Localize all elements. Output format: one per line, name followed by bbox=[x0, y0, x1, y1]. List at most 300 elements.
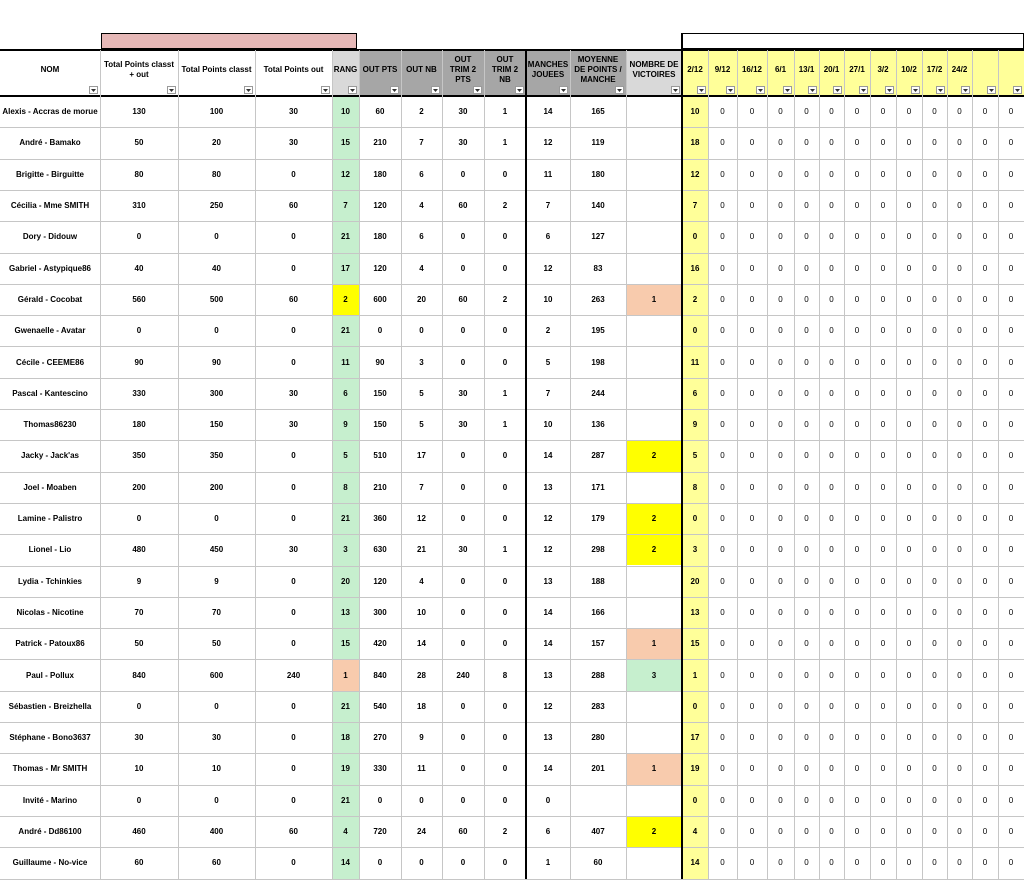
cell-nom: Thomas - Mr SMITH bbox=[12, 764, 88, 774]
cell-date-value: 0 bbox=[778, 294, 783, 304]
cell-date-value: 0 bbox=[854, 451, 860, 461]
cell-date-value: 0 bbox=[692, 326, 698, 336]
cell-otp: 0 bbox=[460, 514, 466, 524]
cell-date-value: 0 bbox=[854, 294, 860, 304]
cell-mj: 12 bbox=[543, 701, 553, 711]
date-header: 16/12 bbox=[741, 65, 763, 74]
filter-button-date[interactable] bbox=[783, 86, 792, 94]
cell-date-value: 0 bbox=[749, 576, 755, 586]
cell-date-value: 0 bbox=[932, 482, 937, 492]
cell-date-value: 0 bbox=[957, 107, 962, 117]
cell-date-value: 0 bbox=[957, 357, 962, 367]
cell-tco: 310 bbox=[132, 201, 146, 211]
cell-tc: 0 bbox=[214, 514, 219, 524]
cell-date-value: 20 bbox=[690, 576, 700, 586]
filter-button-on[interactable] bbox=[431, 86, 440, 94]
cell-moy: 283 bbox=[591, 701, 605, 711]
cell-date-value: 0 bbox=[720, 420, 725, 430]
filter-button-vic[interactable] bbox=[671, 86, 680, 94]
grid-separator-v bbox=[681, 50, 683, 879]
cell-date-value: 0 bbox=[778, 201, 783, 211]
cell-to: 0 bbox=[291, 607, 296, 617]
cell-op: 150 bbox=[373, 388, 387, 398]
cell-to: 30 bbox=[289, 545, 298, 555]
filter-button-moy[interactable] bbox=[615, 86, 624, 94]
cell-vic bbox=[626, 346, 682, 377]
cell-date-value: 0 bbox=[1008, 576, 1014, 586]
filter-button-rang[interactable] bbox=[348, 86, 357, 94]
cell-date-value: 0 bbox=[778, 670, 783, 680]
cell-rang: 11 bbox=[341, 357, 350, 367]
cell-op: 150 bbox=[373, 420, 387, 430]
cell-tc: 250 bbox=[209, 201, 224, 211]
cell-date-value: 0 bbox=[778, 514, 783, 524]
cell-vic bbox=[626, 409, 682, 440]
cell-rang: 19 bbox=[341, 764, 350, 774]
cell-to: 0 bbox=[291, 169, 296, 179]
filter-button-nom[interactable] bbox=[89, 86, 98, 94]
cell-date-value: 0 bbox=[749, 294, 755, 304]
cell-date-value: 0 bbox=[957, 482, 962, 492]
cell-tco: 0 bbox=[136, 795, 142, 805]
cell-date-value: 0 bbox=[804, 827, 809, 837]
cell-date-value: 0 bbox=[906, 514, 912, 524]
cell-date-value: 0 bbox=[906, 138, 912, 148]
cell-date-value: 0 bbox=[778, 545, 783, 555]
cell-otp: 30 bbox=[458, 138, 468, 148]
cell-tc: 50 bbox=[212, 639, 221, 649]
date-header: 3/2 bbox=[877, 65, 889, 74]
cell-tco: 40 bbox=[134, 263, 144, 273]
cell-mj: 13 bbox=[543, 482, 553, 492]
date-header: 20/1 bbox=[823, 65, 840, 74]
cell-nom: Dory - Didouw bbox=[22, 232, 78, 242]
cell-to: 30 bbox=[289, 138, 298, 148]
cell-date-value: 0 bbox=[829, 701, 834, 711]
cell-otp: 30 bbox=[458, 388, 468, 398]
cell-moy: 165 bbox=[591, 107, 605, 117]
cell-date-value: 0 bbox=[804, 670, 809, 680]
cell-date-value: 0 bbox=[854, 232, 860, 242]
cell-op: 120 bbox=[373, 576, 387, 586]
cell-vic bbox=[626, 127, 682, 158]
cell-date-value: 14 bbox=[690, 858, 700, 868]
cell-date-value: 0 bbox=[982, 263, 988, 273]
filter-button-date[interactable] bbox=[726, 86, 735, 94]
cell-mj: 5 bbox=[545, 357, 551, 367]
cell-date-value: 0 bbox=[720, 138, 725, 148]
cell-rang: 18 bbox=[341, 733, 350, 743]
cell-rang: 4 bbox=[343, 827, 348, 837]
cell-date-value: 0 bbox=[932, 263, 937, 273]
grid-separator-v bbox=[525, 50, 527, 879]
cell-otp: 0 bbox=[460, 639, 466, 649]
cell-to: 30 bbox=[289, 107, 298, 117]
cell-date-value: 3 bbox=[692, 545, 698, 555]
cell-date-value: 0 bbox=[854, 263, 860, 273]
cell-date-value: 0 bbox=[906, 263, 912, 273]
filter-button-date[interactable] bbox=[833, 86, 842, 94]
cell-otn: 0 bbox=[502, 451, 508, 461]
cell-date-value: 0 bbox=[749, 639, 755, 649]
cell-vic bbox=[626, 221, 682, 252]
cell-tco: 30 bbox=[134, 733, 144, 743]
cell-date-value: 0 bbox=[749, 107, 755, 117]
cell-date-value: 0 bbox=[932, 451, 937, 461]
cell-mj: 12 bbox=[543, 263, 553, 273]
cell-date-value: 0 bbox=[854, 201, 860, 211]
cell-date-value: 0 bbox=[720, 357, 725, 367]
grid-line-v bbox=[100, 50, 101, 879]
cell-nom: André - Dd86100 bbox=[18, 827, 82, 837]
cell-date-value: 0 bbox=[880, 607, 886, 617]
cell-date-value: 0 bbox=[749, 764, 755, 774]
cell-date-value: 0 bbox=[804, 858, 809, 868]
filter-button-date[interactable] bbox=[936, 86, 945, 94]
cell-moy: 198 bbox=[591, 357, 605, 367]
cell-date-value: 0 bbox=[829, 201, 834, 211]
cell-date-value: 0 bbox=[932, 827, 937, 837]
cell-otn: 0 bbox=[502, 795, 508, 805]
cell-date-value: 0 bbox=[829, 138, 834, 148]
cell-on: 21 bbox=[417, 545, 426, 555]
cell-date-value: 0 bbox=[982, 451, 988, 461]
cell-date-value: 0 bbox=[854, 701, 860, 711]
cell-date-value: 0 bbox=[957, 764, 962, 774]
cell-date-value: 0 bbox=[829, 514, 834, 524]
cell-tco: 10 bbox=[134, 764, 144, 774]
cell-tc: 450 bbox=[209, 545, 224, 555]
cell-date-value: 0 bbox=[1008, 639, 1014, 649]
cell-rang: 17 bbox=[341, 263, 350, 273]
cell-date-value: 0 bbox=[720, 795, 725, 805]
filter-button-tc[interactable] bbox=[244, 86, 253, 94]
cell-date-value: 0 bbox=[804, 639, 809, 649]
cell-date-value: 0 bbox=[906, 451, 912, 461]
filter-button-otp[interactable] bbox=[473, 86, 482, 94]
cell-on: 5 bbox=[419, 420, 424, 430]
cell-date-value: 0 bbox=[982, 107, 988, 117]
cell-date-value: 0 bbox=[778, 827, 783, 837]
cell-date-value: 0 bbox=[906, 795, 912, 805]
cell-date-value: 0 bbox=[692, 514, 698, 524]
cell-date-value: 0 bbox=[957, 733, 962, 743]
cell-date-value: 0 bbox=[749, 670, 755, 680]
cell-date-value: 0 bbox=[749, 482, 755, 492]
filter-button-date[interactable] bbox=[1013, 86, 1022, 94]
cell-vic: 2 bbox=[651, 827, 657, 837]
date-header: 17/2 bbox=[926, 65, 943, 74]
cell-date-value: 0 bbox=[957, 545, 962, 555]
cell-nom: Pascal - Kantescino bbox=[12, 388, 88, 398]
cell-date-value: 0 bbox=[804, 169, 809, 179]
filter-button-date[interactable] bbox=[885, 86, 894, 94]
cell-op: 180 bbox=[373, 232, 387, 242]
cell-moy: 407 bbox=[591, 827, 605, 837]
cell-date-value: 0 bbox=[854, 827, 860, 837]
cell-op: 720 bbox=[373, 827, 387, 837]
cell-nom: Alexis - Accras de morue bbox=[2, 107, 98, 117]
grid-separator-v bbox=[681, 33, 683, 50]
cell-date-value: 0 bbox=[829, 107, 834, 117]
cell-date-value: 0 bbox=[932, 733, 937, 743]
cell-date-value: 0 bbox=[720, 169, 725, 179]
cell-moy: 171 bbox=[591, 482, 605, 492]
cell-otn: 0 bbox=[502, 576, 508, 586]
filter-button-otn[interactable] bbox=[515, 86, 524, 94]
filter-button-date[interactable] bbox=[961, 86, 970, 94]
cell-date-value: 0 bbox=[804, 138, 809, 148]
cell-date-value: 0 bbox=[982, 858, 988, 868]
cell-date-value: 0 bbox=[982, 795, 988, 805]
cell-date-value: 0 bbox=[906, 733, 912, 743]
cell-date-value: 0 bbox=[1008, 482, 1014, 492]
cell-op: 270 bbox=[373, 733, 387, 743]
cell-date-value: 15 bbox=[690, 639, 700, 649]
grid-line-v bbox=[896, 50, 897, 879]
cell-vic bbox=[626, 253, 682, 284]
grid-line-v bbox=[626, 50, 627, 879]
cell-date-value: 0 bbox=[906, 764, 912, 774]
cell-otp: 60 bbox=[458, 827, 468, 837]
cell-tc: 150 bbox=[209, 420, 224, 430]
cell-to: 0 bbox=[291, 576, 296, 586]
filter-button-date[interactable] bbox=[859, 86, 868, 94]
sheet-title-left bbox=[0, 6, 100, 26]
cell-tc: 10 bbox=[212, 764, 221, 774]
cell-date-value: 0 bbox=[1008, 201, 1014, 211]
cell-rang: 7 bbox=[343, 201, 348, 211]
cell-date-value: 0 bbox=[692, 232, 698, 242]
cell-vic bbox=[626, 785, 682, 816]
cell-date-value: 0 bbox=[1008, 357, 1014, 367]
col-header-to: Total Points out bbox=[263, 65, 324, 74]
cell-tco: 60 bbox=[134, 858, 144, 868]
filter-button-date[interactable] bbox=[987, 86, 996, 94]
cell-date-value: 0 bbox=[829, 294, 834, 304]
cell-tc: 400 bbox=[209, 827, 224, 837]
col-header-on: OUT NB bbox=[406, 65, 437, 74]
cell-date-value: 0 bbox=[932, 420, 937, 430]
cell-date-value: 0 bbox=[804, 263, 809, 273]
cell-date-value: 0 bbox=[1008, 701, 1014, 711]
cell-date-value: 0 bbox=[1008, 733, 1014, 743]
cell-date-value: 0 bbox=[982, 545, 988, 555]
cell-on: 17 bbox=[417, 451, 426, 461]
cell-date-value: 12 bbox=[690, 169, 700, 179]
cell-op: 0 bbox=[377, 858, 383, 868]
cell-op: 540 bbox=[373, 701, 387, 711]
cell-date-value: 0 bbox=[932, 607, 937, 617]
cell-date-value: 0 bbox=[932, 294, 937, 304]
cell-date-value: 6 bbox=[692, 388, 698, 398]
cell-tco: 330 bbox=[132, 388, 146, 398]
cell-mj: 13 bbox=[543, 733, 553, 743]
cell-date-value: 0 bbox=[1008, 294, 1014, 304]
cell-date-value: 0 bbox=[906, 420, 912, 430]
filter-button-date[interactable] bbox=[808, 86, 817, 94]
cell-date-value: 0 bbox=[957, 294, 962, 304]
filter-button-to[interactable] bbox=[321, 86, 330, 94]
cell-date-value: 0 bbox=[957, 576, 962, 586]
filter-button-date[interactable] bbox=[756, 86, 765, 94]
cell-date-value: 0 bbox=[906, 482, 912, 492]
cell-mj: 12 bbox=[543, 138, 553, 148]
cell-date-value: 0 bbox=[982, 420, 988, 430]
cell-date-value: 0 bbox=[720, 294, 725, 304]
cell-date-value: 0 bbox=[982, 169, 988, 179]
cell-date-value: 0 bbox=[720, 764, 725, 774]
cell-tco: 0 bbox=[136, 514, 142, 524]
cell-date-value: 0 bbox=[749, 795, 755, 805]
cell-rang: 1 bbox=[343, 670, 348, 680]
cell-otn: 0 bbox=[502, 701, 508, 711]
cell-date-value: 0 bbox=[804, 388, 809, 398]
cell-op: 600 bbox=[373, 294, 387, 304]
col-header-tc: Total Points classt bbox=[181, 65, 252, 74]
cell-vic bbox=[626, 566, 682, 597]
cell-op: 840 bbox=[373, 670, 387, 680]
cell-date-value: 0 bbox=[906, 545, 912, 555]
cell-date-value: 0 bbox=[982, 482, 988, 492]
cell-mj: 6 bbox=[545, 232, 551, 242]
cell-rang: 15 bbox=[341, 138, 350, 148]
cell-date-value: 0 bbox=[778, 733, 783, 743]
cell-date-value: 0 bbox=[778, 388, 783, 398]
cell-date-value: 0 bbox=[720, 858, 725, 868]
cell-date-value: 0 bbox=[720, 827, 725, 837]
cell-date-value: 0 bbox=[720, 514, 725, 524]
cell-date-value: 0 bbox=[880, 482, 886, 492]
cell-otn: 2 bbox=[502, 294, 508, 304]
cell-op: 210 bbox=[373, 482, 387, 492]
grid-line-v bbox=[484, 50, 485, 879]
cell-moy: 119 bbox=[591, 138, 605, 148]
cell-to: 60 bbox=[289, 201, 298, 211]
cell-date-value: 0 bbox=[880, 795, 886, 805]
cell-date-value: 0 bbox=[720, 451, 725, 461]
cell-date-value: 0 bbox=[829, 388, 834, 398]
cell-vic bbox=[626, 722, 682, 753]
cell-rang: 5 bbox=[343, 451, 348, 461]
cell-date-value: 0 bbox=[778, 701, 783, 711]
cell-otp: 0 bbox=[460, 451, 466, 461]
cell-date-value: 0 bbox=[906, 639, 912, 649]
cell-date-value: 0 bbox=[854, 388, 860, 398]
cell-vic bbox=[626, 190, 682, 221]
filter-button-op[interactable] bbox=[390, 86, 399, 94]
cell-tco: 350 bbox=[132, 451, 146, 461]
cell-to: 0 bbox=[291, 795, 296, 805]
cell-mj: 10 bbox=[543, 294, 553, 304]
cell-date-value: 0 bbox=[829, 420, 834, 430]
cell-vic bbox=[626, 378, 682, 409]
cell-date-value: 0 bbox=[720, 326, 725, 336]
cell-otn: 0 bbox=[502, 326, 508, 336]
cell-date-value: 0 bbox=[720, 576, 725, 586]
grid-line-v bbox=[767, 50, 768, 879]
cell-on: 10 bbox=[417, 607, 426, 617]
sheet-title-right bbox=[682, 6, 1024, 26]
filter-button-date[interactable] bbox=[697, 86, 706, 94]
cell-date-value: 0 bbox=[880, 232, 886, 242]
col-header-op: OUT PTS bbox=[362, 65, 398, 74]
cell-date-value: 0 bbox=[1008, 232, 1014, 242]
cell-moy: 60 bbox=[593, 858, 603, 868]
cell-date-value: 0 bbox=[720, 607, 725, 617]
cell-date-value: 0 bbox=[720, 701, 725, 711]
cell-otp: 0 bbox=[460, 795, 466, 805]
cell-tc: 40 bbox=[212, 263, 221, 273]
cell-date-value: 16 bbox=[690, 263, 700, 273]
cell-tc: 30 bbox=[212, 733, 221, 743]
cell-date-value: 0 bbox=[880, 357, 886, 367]
cell-to: 0 bbox=[291, 451, 296, 461]
filter-button-date[interactable] bbox=[911, 86, 920, 94]
cell-tc: 0 bbox=[214, 701, 219, 711]
cell-moy: 140 bbox=[591, 201, 605, 211]
cell-date-value: 0 bbox=[749, 733, 755, 743]
filter-button-tco[interactable] bbox=[167, 86, 176, 94]
cell-date-value: 0 bbox=[829, 326, 834, 336]
grid-line-v bbox=[870, 50, 871, 879]
cell-tc: 20 bbox=[212, 138, 221, 148]
cell-date-value: 0 bbox=[829, 639, 834, 649]
cell-date-value: 0 bbox=[804, 201, 809, 211]
cell-date-value: 0 bbox=[982, 827, 988, 837]
cell-date-value: 0 bbox=[982, 701, 988, 711]
cell-vic bbox=[626, 96, 682, 127]
filter-button-mj[interactable] bbox=[559, 86, 568, 94]
cell-otp: 0 bbox=[460, 326, 466, 336]
cell-date-value: 0 bbox=[854, 607, 860, 617]
cell-vic: 1 bbox=[651, 764, 657, 774]
cell-tco: 560 bbox=[132, 294, 146, 304]
cell-date-value: 0 bbox=[749, 451, 755, 461]
cell-date-value: 0 bbox=[932, 138, 937, 148]
cell-on: 12 bbox=[417, 514, 426, 524]
cell-mj: 6 bbox=[545, 827, 551, 837]
cell-date-value: 0 bbox=[880, 733, 886, 743]
cell-otn: 0 bbox=[502, 357, 508, 367]
cell-date-value: 0 bbox=[854, 326, 860, 336]
cell-date-value: 0 bbox=[804, 232, 809, 242]
cell-date-value: 0 bbox=[829, 451, 834, 461]
cell-date-value: 0 bbox=[982, 639, 988, 649]
cell-date-value: 0 bbox=[854, 639, 860, 649]
col-header-otp: OUT TRIM 2 PTS bbox=[449, 55, 477, 84]
cell-tco: 130 bbox=[132, 107, 146, 117]
cell-nom: Brigitte - Birguitte bbox=[16, 169, 84, 179]
cell-tco: 180 bbox=[132, 420, 146, 430]
cell-otn: 1 bbox=[502, 388, 508, 398]
cell-moy: 180 bbox=[591, 169, 605, 179]
cell-mj: 11 bbox=[543, 169, 553, 179]
cell-moy: 244 bbox=[591, 388, 605, 398]
cell-otn: 0 bbox=[502, 232, 508, 242]
cell-date-value: 0 bbox=[906, 169, 912, 179]
cell-otp: 0 bbox=[460, 858, 466, 868]
cell-date-value: 0 bbox=[932, 169, 937, 179]
cell-date-value: 0 bbox=[749, 357, 755, 367]
cell-otn: 1 bbox=[502, 138, 508, 148]
cell-moy: 127 bbox=[591, 232, 605, 242]
cell-date-value: 0 bbox=[829, 357, 834, 367]
cell-date-value: 0 bbox=[749, 169, 755, 179]
cell-date-value: 0 bbox=[720, 232, 725, 242]
date-header bbox=[972, 50, 998, 90]
cell-rang: 21 bbox=[341, 326, 350, 336]
